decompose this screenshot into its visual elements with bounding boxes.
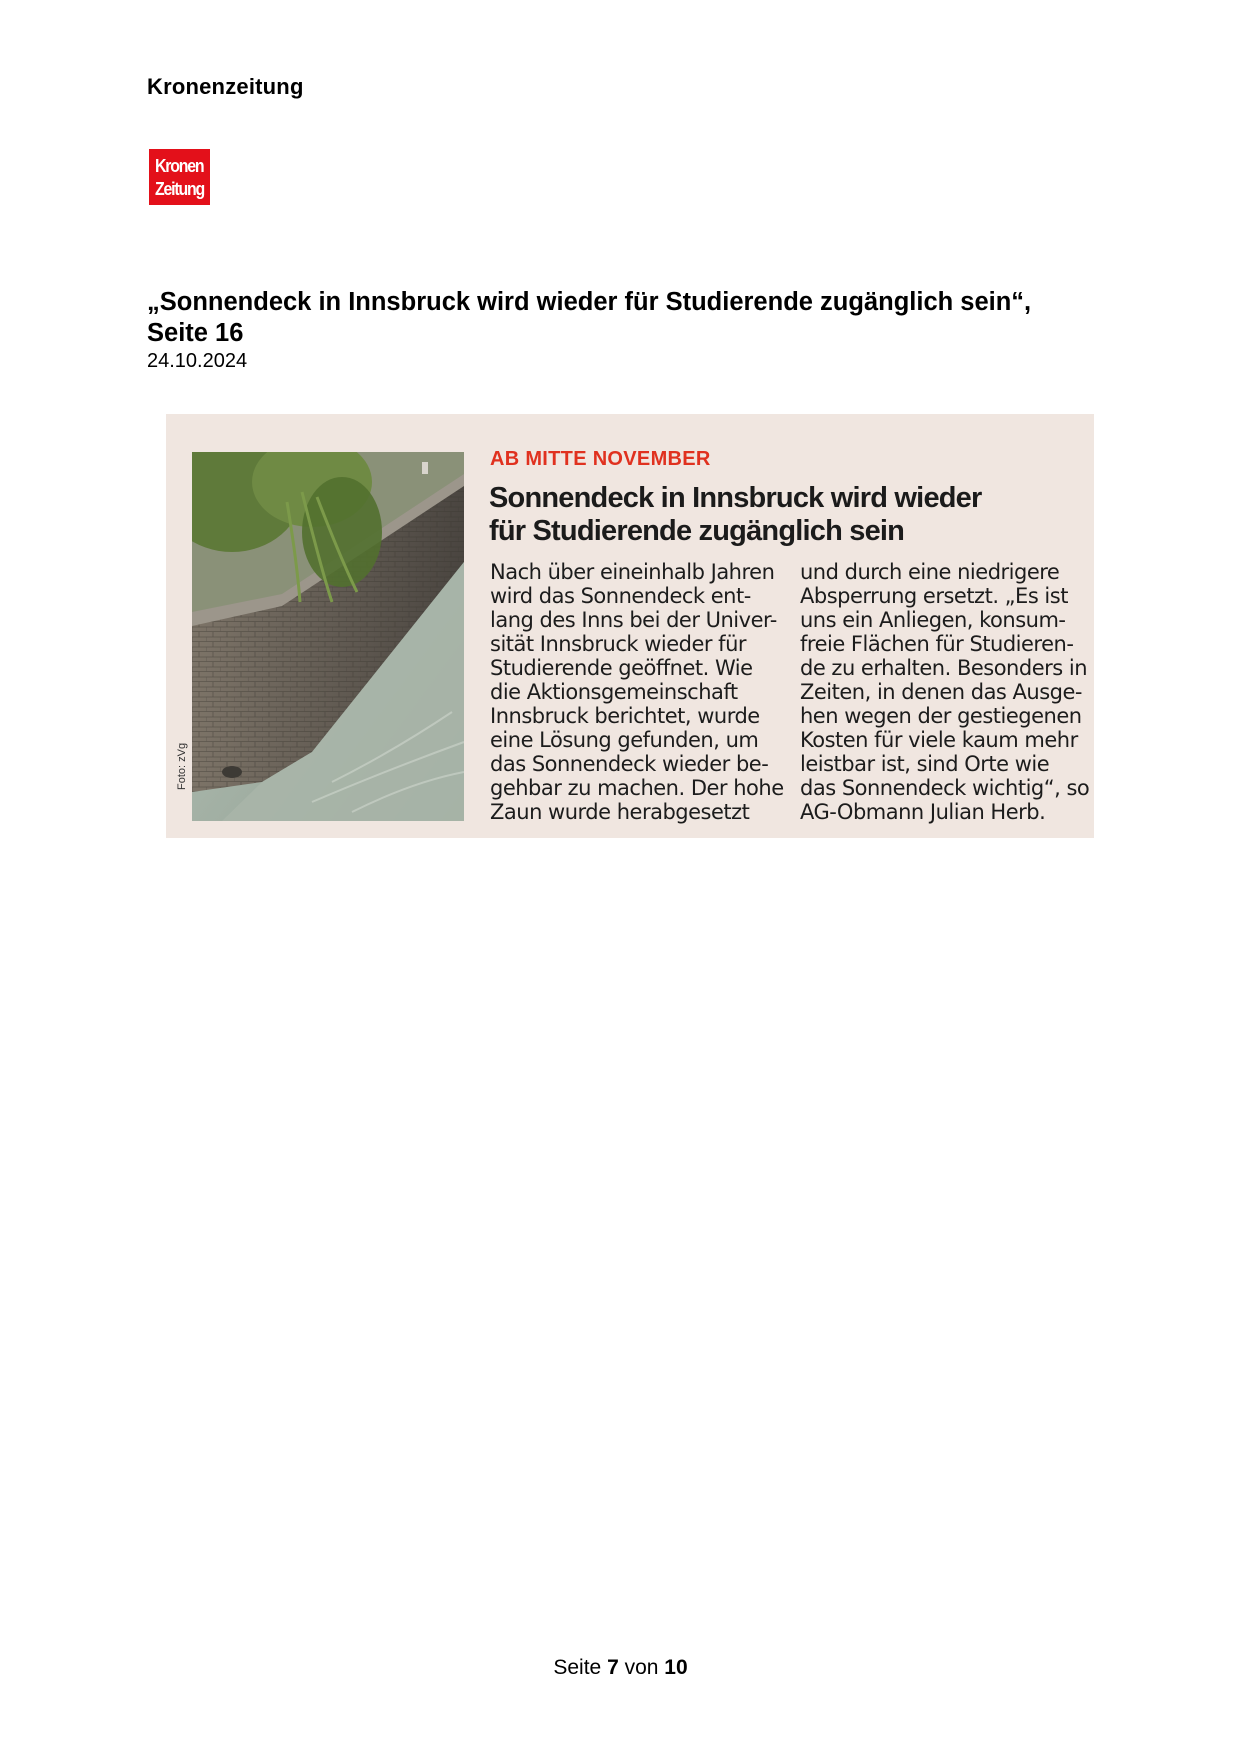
text-line: Zaun wurde herabgesetzt <box>490 800 750 824</box>
text-line: gehbar zu machen. Der hohe <box>490 776 784 800</box>
footer-prefix: Seite <box>553 1656 602 1679</box>
text-line: uns ein Anliegen, konsum- <box>800 608 1066 632</box>
logo-line-1: Kronen <box>155 155 204 176</box>
clipping-headline <box>489 482 1079 548</box>
footer-middle: von <box>624 1656 659 1679</box>
text-line: die Aktionsgemeinschaft <box>490 680 738 704</box>
article-title-line-2: Seite 16 <box>147 319 244 347</box>
newspaper-clipping <box>166 414 1094 838</box>
text-line: Innsbruck berichtet, wurde <box>490 704 760 728</box>
text-line: Nach über eineinhalb Jahren <box>490 560 775 584</box>
article-column-left <box>490 560 784 824</box>
text-line: Absperrung ersetzt. „Es ist <box>800 584 1068 608</box>
text-line: AG-Obmann Julian Herb. <box>800 800 1046 824</box>
text-line: freie Flächen für Studieren- <box>800 632 1074 656</box>
page-number-footer <box>0 1656 1241 1680</box>
publication-name: Kronenzeitung <box>147 74 304 99</box>
clipping-headline-line-1: Sonnendeck in Innsbruck wird wieder <box>489 482 982 514</box>
text-line: Studierende geöffnet. Wie <box>490 656 753 680</box>
text-line: das Sonnendeck wichtig“, so <box>800 776 1090 800</box>
text-line: Zeiten, in denen das Ausge- <box>800 680 1082 704</box>
text-line: sität Innsbruck wieder für <box>490 632 747 656</box>
text-line: das Sonnendeck wieder be- <box>490 752 769 776</box>
article-title-line-1: „Sonnendeck in Innsbruck wird wieder für Studierende zugänglich sein“, <box>147 288 1032 316</box>
article-date: 24.10.2024 <box>147 350 248 372</box>
text-line: leistbar ist, sind Orte wie <box>800 752 1050 776</box>
text-line: wird das Sonnendeck ent- <box>490 584 751 608</box>
clipping-kicker: AB MITTE NOVEMBER <box>490 448 711 470</box>
river-wall-photo <box>192 452 464 821</box>
text-line: und durch eine niedrigere <box>800 560 1060 584</box>
total-page-count: 10 <box>664 1656 688 1679</box>
current-page-number: 7 <box>607 1656 619 1679</box>
clipping-headline-line-2: für Studierende zugänglich sein <box>489 515 905 547</box>
article-title <box>147 287 1127 349</box>
photo-credit: Foto: zVg <box>176 742 188 790</box>
text-line: lang des Inns bei der Univer- <box>490 608 777 632</box>
logo-line-2: Zeitung <box>154 178 205 199</box>
text-line: de zu erhalten. Besonders in <box>800 656 1088 680</box>
text-line: hen wegen der gestiegenen <box>800 704 1082 728</box>
article-column-right <box>800 560 1090 824</box>
text-line: eine Lösung gefunden, um <box>490 728 759 752</box>
photo-credit-wrapper <box>176 742 190 850</box>
text-line: Kosten für viele kaum mehr <box>800 728 1078 752</box>
kronen-zeitung-logo <box>149 149 210 205</box>
